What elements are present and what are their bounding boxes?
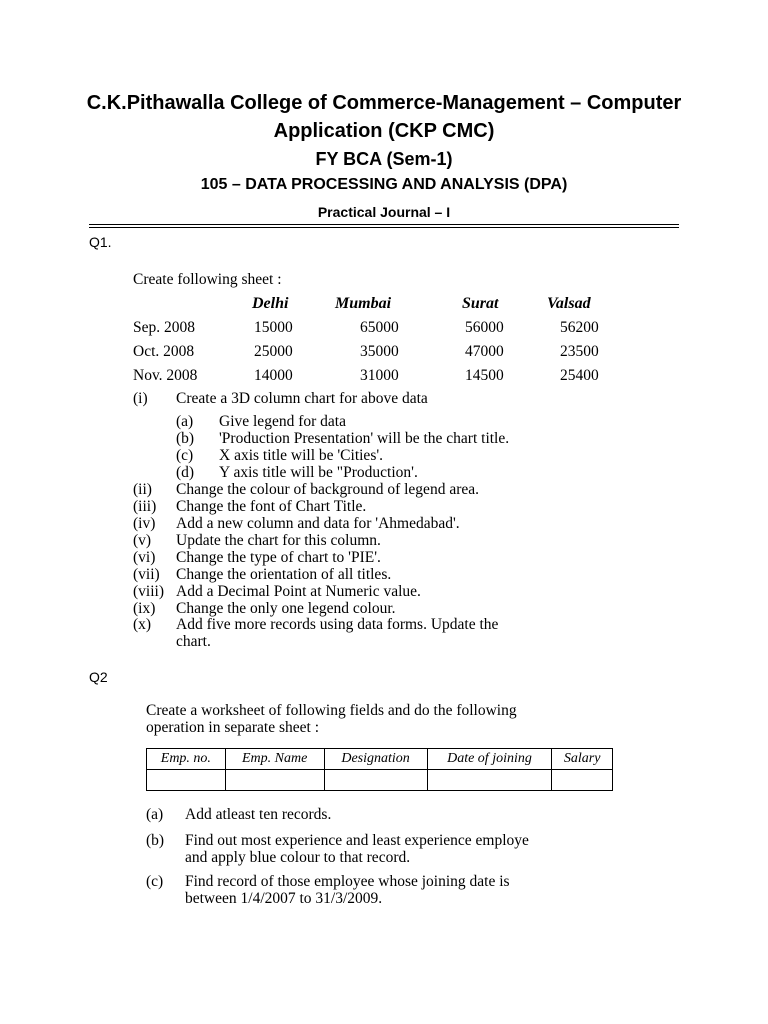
column-header-date-of-joining: Date of joining bbox=[427, 749, 552, 770]
task-text: Add five more records using data forms. Update the bbox=[176, 616, 499, 633]
task-number: (a) bbox=[146, 806, 164, 823]
table-cell: 25000 bbox=[254, 343, 293, 360]
column-header-salary: Salary bbox=[552, 749, 613, 770]
task-text: Add a new column and data for 'Ahmedabad'. bbox=[176, 515, 460, 532]
table-cell bbox=[147, 770, 226, 791]
q1-intro: Create following sheet : bbox=[133, 271, 282, 288]
college-name-line2: Application (CKP CMC) bbox=[273, 120, 495, 142]
task-number: (iii) bbox=[133, 498, 157, 515]
table-row bbox=[147, 770, 613, 791]
task-text: Change the colour of background of legend area. bbox=[176, 481, 479, 498]
subject-title: 105 – DATA PROCESSING AND ANALYSIS (DPA) bbox=[200, 176, 568, 193]
column-header-emp-no: Emp. no. bbox=[147, 749, 226, 770]
task-text: X axis title will be 'Cities'. bbox=[219, 447, 384, 464]
row-month: Sep. 2008 bbox=[133, 319, 195, 336]
column-header-designation: Designation bbox=[324, 749, 427, 770]
table-cell: 56200 bbox=[560, 319, 599, 336]
table-cell: 23500 bbox=[560, 343, 599, 360]
task-number: (a) bbox=[176, 413, 194, 430]
header-divider-bottom bbox=[89, 227, 679, 228]
college-name-line1: C.K.Pithawalla College of Commerce-Management – Computer bbox=[86, 92, 682, 114]
table-cell: 56000 bbox=[465, 319, 504, 336]
column-header-surat: Surat bbox=[462, 295, 499, 312]
q2-intro-line1: Create a worksheet of following fields and do the following bbox=[146, 702, 517, 719]
table-cell: 14500 bbox=[465, 367, 504, 384]
row-month: Nov. 2008 bbox=[133, 367, 198, 384]
table-cell bbox=[427, 770, 552, 791]
employee-fields-table bbox=[146, 748, 613, 791]
task-number: (viii) bbox=[133, 583, 164, 600]
table-cell: 35000 bbox=[360, 343, 399, 360]
task-text: between 1/4/2007 to 31/3/2009. bbox=[185, 890, 383, 907]
task-text: Change the orientation of all titles. bbox=[176, 566, 392, 583]
task-text: Give legend for data bbox=[219, 413, 346, 430]
task-text: Find record of those employee whose joining date is bbox=[185, 873, 510, 890]
task-text: chart. bbox=[176, 633, 211, 650]
row-month: Oct. 2008 bbox=[133, 343, 195, 360]
task-text: Change the type of chart to 'PIE'. bbox=[176, 549, 381, 566]
task-text: Y axis title will be "Production'. bbox=[219, 464, 418, 481]
column-header-delhi: Delhi bbox=[252, 295, 289, 312]
column-header-mumbai: Mumbai bbox=[335, 295, 392, 312]
q2-label: Q2 bbox=[89, 669, 108, 685]
q1-label: Q1. bbox=[89, 234, 112, 250]
table-cell: 25400 bbox=[560, 367, 599, 384]
task-text: Change the only one legend colour. bbox=[176, 600, 396, 617]
task-number: (vi) bbox=[133, 549, 156, 566]
table-header-row bbox=[147, 749, 613, 770]
task-text: Find out most experience and least experience employe bbox=[185, 832, 529, 849]
task-number: (ix) bbox=[133, 600, 156, 617]
task-number: (d) bbox=[176, 464, 195, 481]
table-cell: 65000 bbox=[360, 319, 399, 336]
task-number: (vii) bbox=[133, 566, 160, 583]
table-cell bbox=[324, 770, 427, 791]
table-cell bbox=[552, 770, 613, 791]
task-number: (c) bbox=[146, 873, 164, 890]
task-number: (ii) bbox=[133, 481, 152, 498]
task-number: (i) bbox=[133, 390, 148, 407]
journal-title: Practical Journal – I bbox=[317, 204, 451, 220]
task-text: Change the font of Chart Title. bbox=[176, 498, 367, 515]
q2-intro-line2: operation in separate sheet : bbox=[146, 719, 320, 736]
task-number: (c) bbox=[176, 447, 194, 464]
task-number: (x) bbox=[133, 616, 152, 633]
column-header-valsad: Valsad bbox=[547, 295, 591, 312]
task-number: (iv) bbox=[133, 515, 156, 532]
course-title: FY BCA (Sem-1) bbox=[315, 149, 453, 169]
task-text: and apply blue colour to that record. bbox=[185, 849, 411, 866]
task-text: Update the chart for this column. bbox=[176, 532, 381, 549]
task-text: Add atleast ten records. bbox=[185, 806, 332, 823]
task-number: (b) bbox=[146, 832, 165, 849]
task-number: (v) bbox=[133, 532, 152, 549]
task-number: (b) bbox=[176, 430, 195, 447]
task-text: Add a Decimal Point at Numeric value. bbox=[176, 583, 421, 600]
table-cell: 31000 bbox=[360, 367, 399, 384]
header-divider-top bbox=[89, 224, 679, 225]
column-header-emp-name: Emp. Name bbox=[225, 749, 324, 770]
task-text: Create a 3D column chart for above data bbox=[176, 390, 428, 407]
table-cell bbox=[225, 770, 324, 791]
table-cell: 14000 bbox=[254, 367, 293, 384]
table-cell: 47000 bbox=[465, 343, 504, 360]
table-cell: 15000 bbox=[254, 319, 293, 336]
task-text: 'Production Presentation' will be the chart title. bbox=[219, 430, 510, 447]
